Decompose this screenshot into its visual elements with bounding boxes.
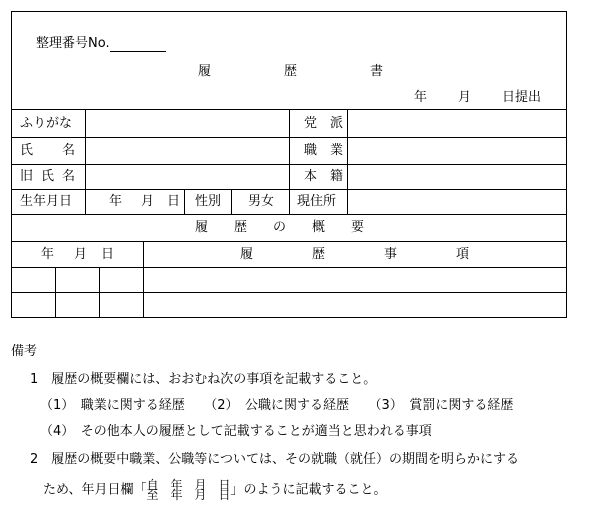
former-name-field[interactable] xyxy=(87,166,287,187)
domicile-label-char-1: 本 xyxy=(304,169,318,184)
summary-title-char-3: の xyxy=(273,220,287,235)
domicile-label-char-2: 籍 xyxy=(330,169,344,184)
note-item-1: 1 履歴の概要欄には、おおむね次の事項を記載すること。 xyxy=(30,372,377,387)
summary-title-char-4: 概 xyxy=(312,220,326,235)
furigana-field[interactable] xyxy=(87,111,287,135)
divider-mid-col xyxy=(289,109,290,214)
submitted-year-label: 年 xyxy=(414,90,428,105)
former-name-label-char-3: 名 xyxy=(62,169,76,184)
note-item-2-from: 自 年 月 日 xyxy=(146,478,231,492)
notes-heading: 備考 xyxy=(11,344,38,359)
address-field[interactable] xyxy=(349,191,564,212)
birth-month-label: 月 xyxy=(141,194,155,209)
name-field[interactable] xyxy=(87,139,287,162)
divider-row-4 xyxy=(12,214,566,215)
divider-sex-value xyxy=(231,189,232,214)
divider-col-header xyxy=(12,267,566,268)
note-sub-line-2: （4） その他本人の履歴として記載することが適当と思われる事項 xyxy=(40,424,432,439)
note-item-2-pre: ため、年月日欄「 xyxy=(43,482,147,498)
submitted-month-label: 月 xyxy=(458,90,472,105)
history-row-2-year[interactable] xyxy=(13,294,54,316)
resume-form xyxy=(11,11,567,318)
party-label-char-2: 派 xyxy=(330,116,344,131)
sex-label: 性別 xyxy=(195,194,222,209)
divider-birth-sex xyxy=(184,189,185,214)
history-col-month: 月 xyxy=(74,247,88,262)
birthdate-label: 生年月日 xyxy=(20,194,73,209)
history-row-2-month[interactable] xyxy=(57,294,98,316)
occupation-label-char-2: 業 xyxy=(330,143,344,158)
divider-label-col xyxy=(85,109,86,214)
former-name-label-char-1: 旧 xyxy=(20,169,34,184)
domicile-field[interactable] xyxy=(349,166,564,187)
note-sub-line-1: （1） 職業に関する経歴 （2） 公職に関する経歴 （3） 賞罰に関する経歴 xyxy=(40,398,514,413)
history-row-2-item[interactable] xyxy=(145,294,564,316)
summary-title-char-5: 要 xyxy=(351,220,365,235)
history-row-2-day[interactable] xyxy=(101,294,142,316)
summary-title-char-2: 歴 xyxy=(234,220,248,235)
address-label: 現住所 xyxy=(297,194,337,209)
submitted-day-label: 日提出 xyxy=(502,90,542,105)
title-char-2: 歴 xyxy=(284,64,298,79)
history-row-1-item[interactable] xyxy=(145,269,564,291)
birth-day-label: 日 xyxy=(167,194,181,209)
history-row-1-year[interactable] xyxy=(13,269,54,291)
name-label-char-2: 名 xyxy=(62,143,76,158)
note-item-2-line-2 xyxy=(43,480,387,500)
note-item-2-to: 至 年 月 日 xyxy=(146,488,231,502)
former-name-label-char-2: 氏 xyxy=(41,169,55,184)
sex-value: 男女 xyxy=(248,194,275,209)
history-row-1-month[interactable] xyxy=(57,269,98,291)
birth-year-label: 年 xyxy=(109,194,123,209)
history-col-year: 年 xyxy=(41,247,55,262)
divider-right-label-col xyxy=(347,109,348,214)
history-col-items-char-1: 履 xyxy=(240,247,254,262)
note-item-2-line-1: 2 履歴の概要中職業、公職等については、その就職（就任）の期間を明らかにする xyxy=(30,452,520,467)
title-char-1: 履 xyxy=(198,64,212,79)
reference-number-field[interactable] xyxy=(110,39,166,52)
divider-history-date-items xyxy=(143,241,144,317)
history-col-items-char-2: 歴 xyxy=(312,247,326,262)
history-row-1-day[interactable] xyxy=(101,269,142,291)
divider-summary-title xyxy=(12,241,566,242)
note-item-2-period xyxy=(146,480,230,500)
title-char-3: 書 xyxy=(370,64,384,79)
divider-history-row xyxy=(12,292,566,293)
party-field[interactable] xyxy=(349,111,564,135)
history-col-items-char-3: 事 xyxy=(384,247,398,262)
history-col-day: 日 xyxy=(101,247,115,262)
occupation-field[interactable] xyxy=(349,139,564,162)
summary-title-char-1: 履 xyxy=(195,220,209,235)
history-col-items-char-4: 項 xyxy=(456,247,470,262)
occupation-label-char-1: 職 xyxy=(304,143,318,158)
reference-number xyxy=(36,36,166,52)
name-label-char-1: 氏 xyxy=(20,143,34,158)
note-item-2-post: 」のように記載すること。 xyxy=(230,482,387,498)
reference-number-label: 整理番号No. xyxy=(36,36,110,51)
furigana-label: ふりがな xyxy=(20,116,73,131)
party-label-char-1: 党 xyxy=(304,116,318,131)
divider-history-month xyxy=(99,267,100,317)
divider-history-year xyxy=(55,267,56,317)
